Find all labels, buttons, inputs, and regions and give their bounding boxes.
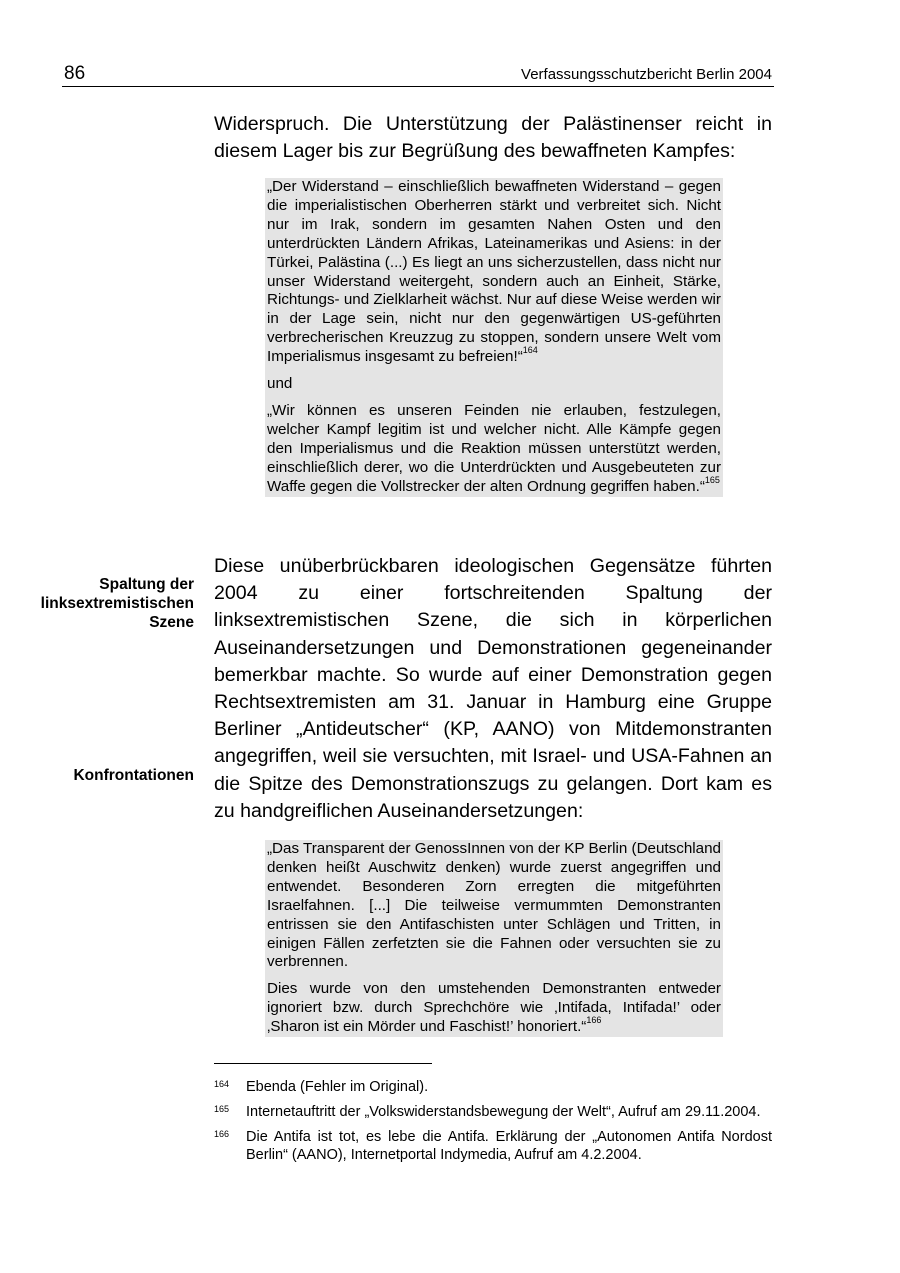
footnote-text: Internetauftritt der „Volkswiderstandsbewegung der Welt“, Aufruf am 29.11.2004.: [246, 1104, 761, 1120]
footnote: [214, 1103, 772, 1121]
footnote-reference: 164: [522, 345, 538, 356]
body-paragraph: Diese unüberbrückbaren ideologischen Gegensätze führten 2004 zu einer fortschreitenden Spaltung der linksextremistischen Szene, die sich in körperlichen Auseinandersetzungen und Demonstrationen gegeneinander bemerkbar machte. So wurde auf einer Demonstration gegen Rechtsextremisten am 31. Januar in Hamburg eine Gruppe Berliner „Antideutscher“ (KP, AANO) von Mitdemonstranten angegriffen, weil sie versuchten, mit Israel- und USA-Fahnen an die Spitze des Demonstrationszugs zu gelangen. Dort kam es zu handgreiflichen Auseinandersetzungen:: [214, 555, 772, 822]
footnote-reference: 165: [704, 474, 720, 485]
footnote-reference: 166: [586, 1015, 602, 1026]
running-title: Verfassungsschutzbericht Berlin 2004: [521, 66, 772, 83]
footnote-text: Die Antifa ist tot, es lebe die Antifa. Erklärung der „Autonomen Antifa Nordost Berlin“ (AANO), Internetportal Indymedia, Aufruf am 4.2.2004.: [246, 1129, 772, 1163]
footnote-text: Ebenda (Fehler im Original).: [246, 1079, 429, 1095]
margin-note-line: linksextremistischen: [40, 595, 194, 612]
block-quote: [265, 178, 723, 497]
margin-note-line: Szene: [149, 614, 194, 631]
quote-paragraph: [267, 980, 721, 1037]
block-quote: [265, 840, 723, 1037]
quote-paragraph: [267, 402, 721, 497]
quote-text: „Wir können es unseren Feinden nie erlauben, festzulegen, welcher Kampf legitim ist und welcher nicht. Alle Kämpfe gegen den Imperialismus und die Reaktion müssen unterstützt werden, einschließlich derer, wo die Unterdrückten und Ausgebeuteten zur Waffe gegen die Vollstrecker der alten Ordnung gegriffen haben.“: [267, 401, 721, 495]
footnote: [214, 1128, 772, 1164]
header-rule: [62, 86, 774, 87]
page-number: 86: [64, 63, 86, 84]
margin-note-spaltung: [20, 575, 194, 632]
quote-connector: und: [267, 375, 293, 393]
footnote-separator: [214, 1063, 432, 1064]
margin-note-konfrontationen: Konfrontationen: [73, 767, 194, 784]
footnote-number: 166: [214, 1129, 230, 1139]
footnote-number: 164: [214, 1079, 230, 1089]
margin-note-line: Spaltung der: [99, 576, 194, 593]
body-paragraph: Widerspruch. Die Unterstützung der Palästinenser reicht in diesem Lager bis zur Begrüßung des bewaffneten Kampfes:: [214, 113, 772, 163]
quote-text: „Der Widerstand – einschließlich bewaffneten Widerstand – gegen die imperialistischen Oberherren stärkt und verbreitet sich. Nicht nur im Irak, sondern im gesamten Nahen Osten und den unterdrückten Ländern Afrikas, Lateinamerikas und Asiens: in der Türkei, Palästina (...) Es liegt an uns sicherzustellen, dass nicht nur unser Widerstand weitergeht, sondern auch an Einheit, Stärke, Richtungs- und Zielklarheit wächst. Nur auf diese Weise werden wir in der Lage sein, nicht nur den gegenwärtigen US-geführten verbrecherischen Kreuzzug zu stoppen, sondern unsere Welt vom Imperialismus insgesamt zu befreien!“: [267, 178, 721, 366]
footnote-number: 165: [214, 1104, 230, 1114]
quote-paragraph: „Das Transparent der GenossInnen von der KP Berlin (Deutschland denken heißt Auschwitz denken) wurde zuerst angegriffen und entwendet. Besonderen Zorn erregten die mitgeführten Israelfahnen. [...] Die teilweise vermummten Demonstranten entrissen sie den Antifaschisten unter Schlägen und Tritten, in einigen Fällen zerfetzten sie die Fahnen oder versuchten sie zu verbrennen.: [267, 840, 721, 971]
quote-paragraph: [267, 178, 721, 367]
footnotes: [214, 1078, 772, 1171]
quote-text: Dies wurde von den umstehenden Demonstranten entweder ignoriert bzw. durch Sprechchöre wie ‚Intifada, Intifada!’ oder ‚Sharon ist ein Mörder und Faschist!’ honoriert.“: [267, 980, 721, 1036]
footnote: [214, 1078, 772, 1096]
